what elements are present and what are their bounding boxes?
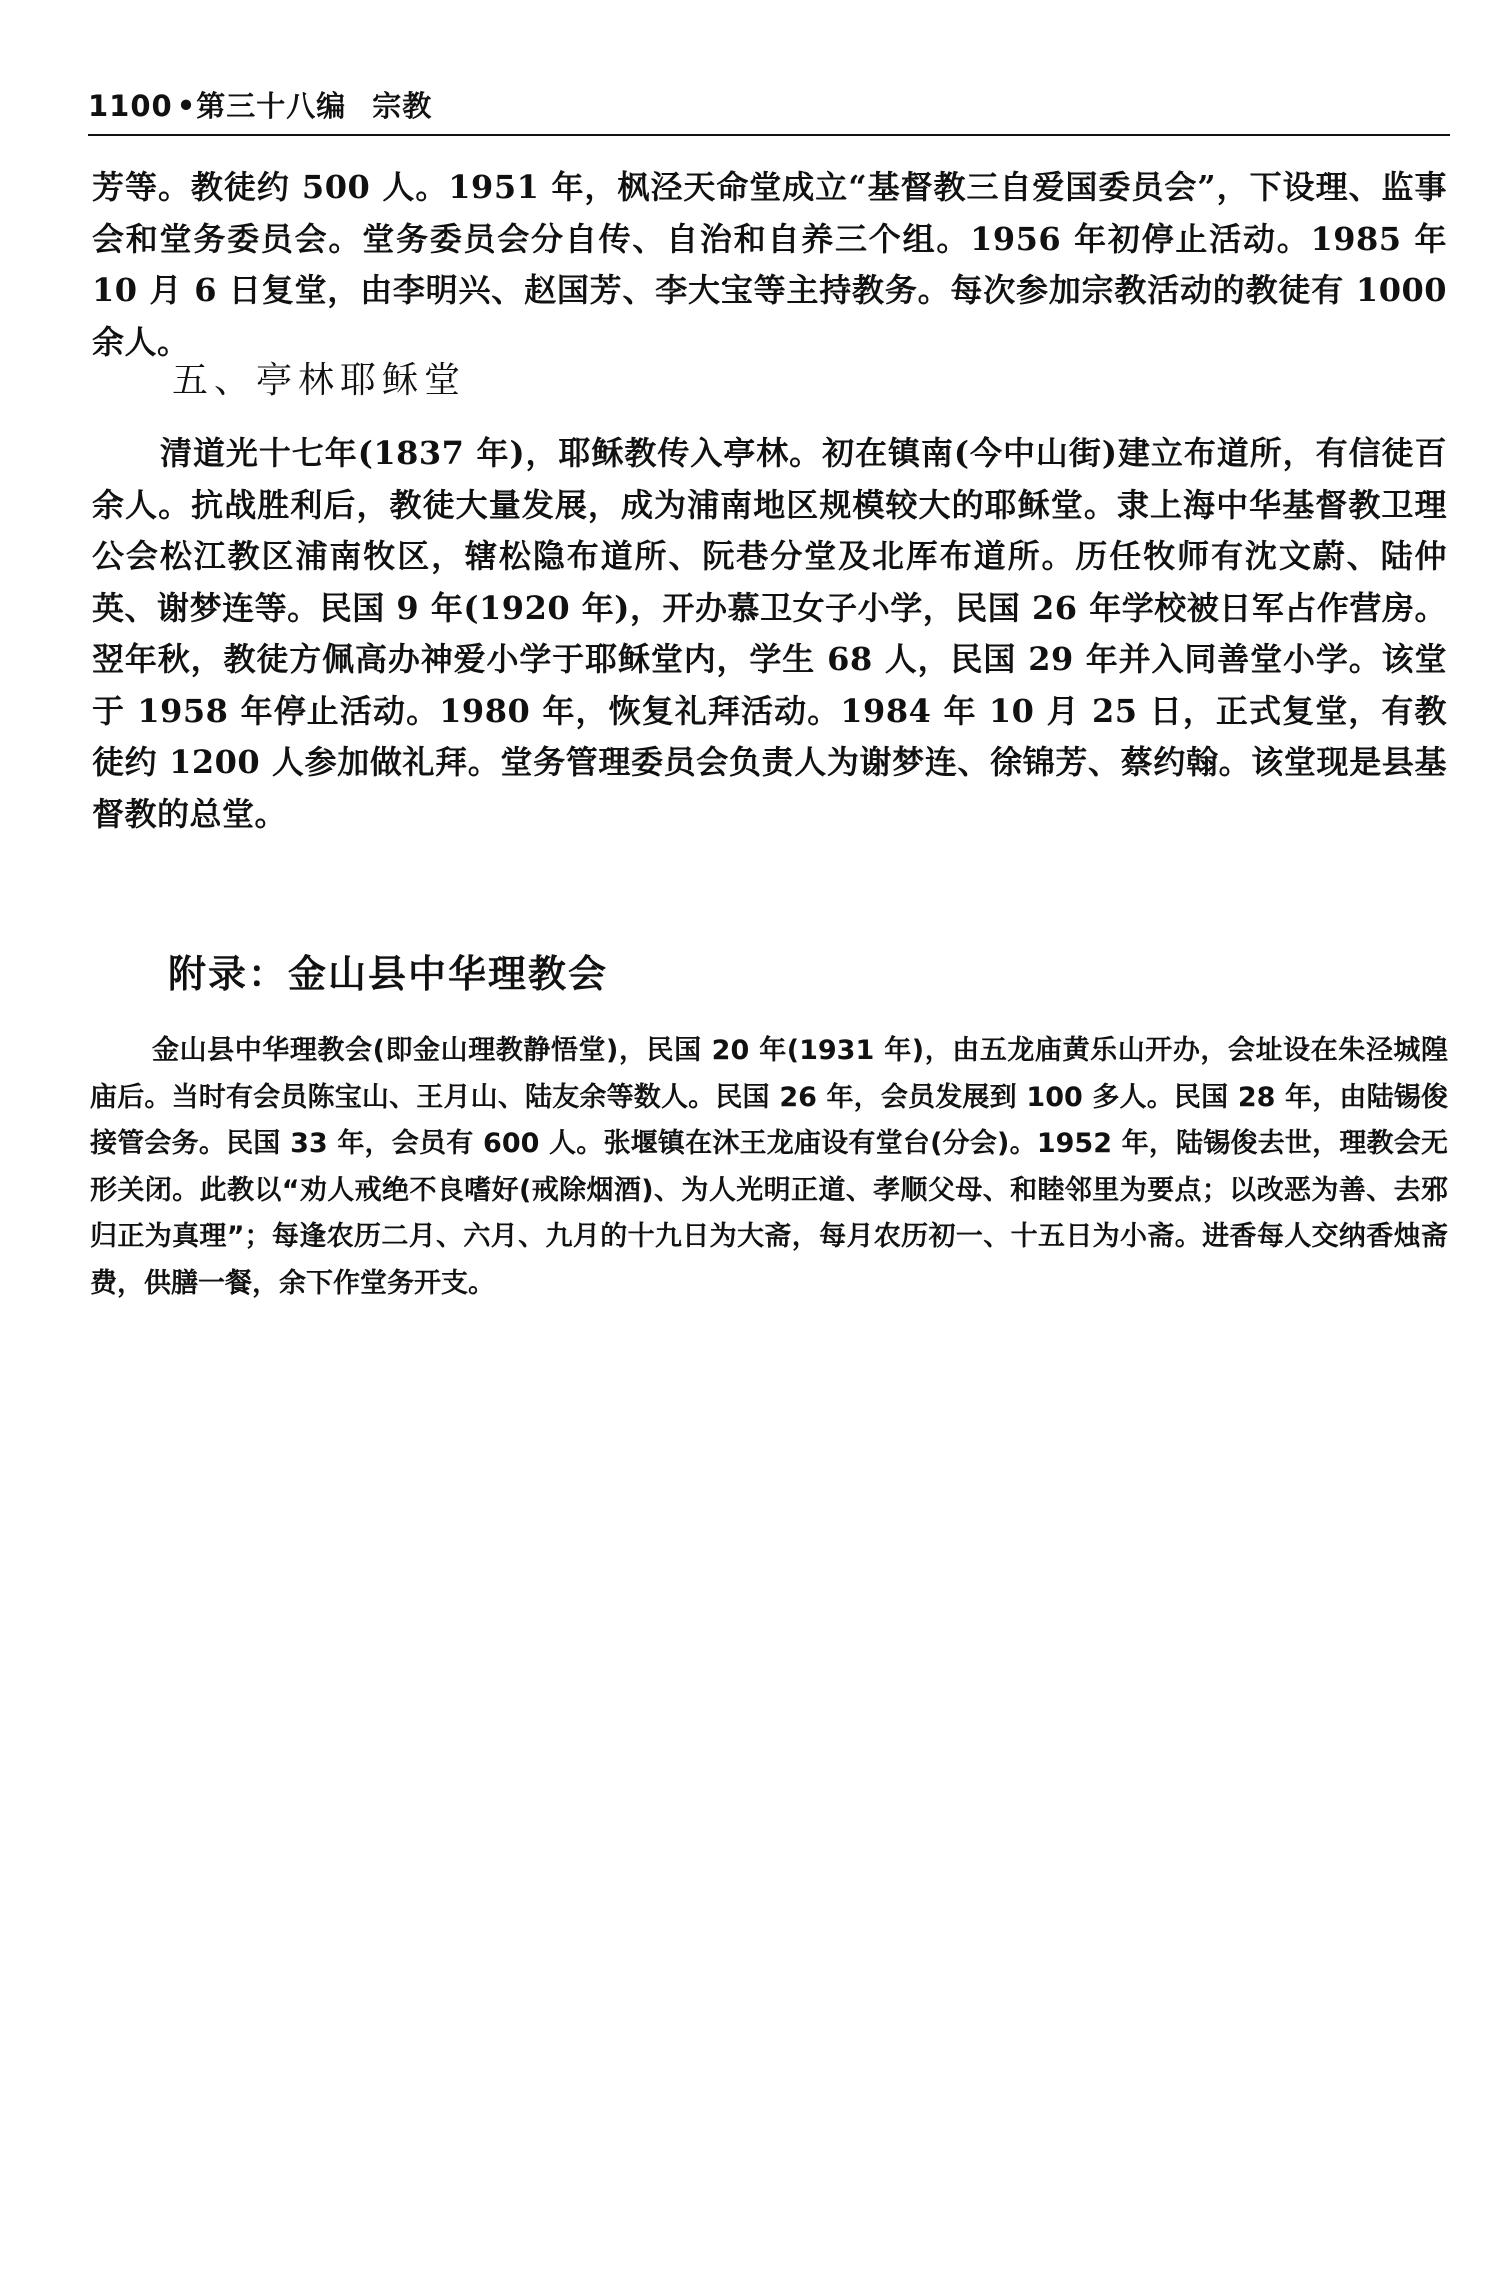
appendix-paragraph: 金山县中华理教会(即金山理教静悟堂)，民国 20 年(1931 年)，由五龙庙黄乐山开办，会址设在朱泾城隍庙后。当时有会员陈宝山、王月山、陆友余等数人。民国 26 年，会员发展到 100 多人。民国 28 年，由陆锡俊接管会务。民国 33 年，会员有 600 人。张堰镇在沐王龙庙设有堂台(分会)。1952 年，陆锡俊去世，理教会无形关闭。此教以“劝人戒绝不良嗜好(戒除烟酒)、为人光明正道、孝顺父母、和睦邻里为要点；以改恶为善、去邪归正为真理”；每逢农历二月、六月、九月的十九日为大斋，每月农历初一、十五日为小斋。进香每人交纳香烛斋费，供膳一餐，余下作堂务开支。 bbox=[90, 1035, 1448, 1299]
running-header bbox=[88, 84, 1448, 128]
header-rule bbox=[88, 134, 1450, 136]
appendix-heading: 附录：金山县中华理教会 bbox=[168, 952, 609, 996]
part-title: 第三十八编 bbox=[196, 89, 347, 123]
header-separator: • bbox=[176, 89, 197, 123]
section-heading-tinglin-church: 五、亭林耶稣堂 bbox=[172, 360, 467, 401]
page-number: 1100 bbox=[88, 89, 173, 123]
section-title: 宗教 bbox=[372, 89, 433, 123]
continued-paragraph: 芳等。教徒约 500 人。1951 年，枫泾天命堂成立“基督教三自爱国委员会”，下设理、监事会和堂务委员会。堂务委员会分自传、自治和自养三个组。1956 年初停止活动。1985 年 10 月 6 日复堂，由李明兴、赵国芳、李大宝等主持教务。每次参加宗教活动的教徒有 1000 余人。 bbox=[92, 168, 1447, 361]
tinglin-church-paragraph: 清道光十七年(1837 年)，耶稣教传入亭林。初在镇南(今中山街)建立布道所，有信徒百余人。抗战胜利后，教徒大量发展，成为浦南地区规模较大的耶稣堂。隶上海中华基督教卫理公会松江教区浦南牧区，辖松隐布道所、阮巷分堂及北厍布道所。历任牧师有沈文蔚、陆仲英、谢梦连等。民国 9 年(1920 年)，开办慕卫女子小学，民国 26 年学校被日军占作营房。翌年秋，教徒方佩高办神爱小学于耶稣堂内，学生 68 人，民国 29 年并入同善堂小学。该堂于 1958 年停止活动。1980 年，恢复礼拜活动。1984 年 10 月 25 日，正式复堂，有教徒约 1200 人参加做礼拜。堂务管理委员会负责人为谢梦连、徐锦芳、蔡约翰。该堂现是县基督教的总堂。 bbox=[92, 434, 1447, 833]
